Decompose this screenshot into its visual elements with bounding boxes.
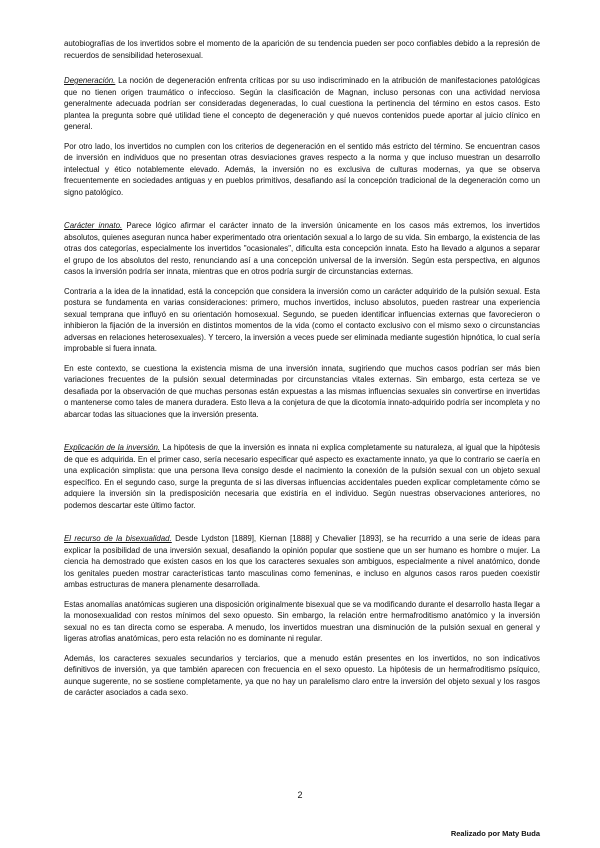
section-heading: El recurso de la bisexualidad. <box>64 534 172 543</box>
document-body <box>64 38 540 707</box>
section-caracter-innato <box>64 220 540 420</box>
section-heading: Explicación de la inversión. <box>64 443 161 452</box>
section-paragraph: Explicación de la inversión. La hipótesis de que la inversión es innata ni explica completamente su naturaleza, al igual que la hipótesis de que es adquirida. En el primer caso, sería necesario especificar qué aspecto es exactamente innato, ya que lo contrario se caería en una explicación simplista: que una persona lleva consigo desde el nacimiento la conexión de la pulsión sexual con un objeto sexual específico. En el segundo caso, surge la pregunta de si las diversas influencias accidentales pueden explicar completamente cómo se adquiere la inversión sin la predisposición necesaria que existiría en el individuo. Según nuestras observaciones anteriores, no podemos descartar este último factor. <box>64 443 540 510</box>
section-paragraph: Contraria a la idea de la innatidad, está la concepción que considera la inversión como un carácter adquirido de la pulsión sexual. Esta postura se fundamenta en varias consideraciones: primero, muchos invertidos, incluso absolutos, pueden rastrear una experiencia sexual temprana que influyó en su orientación homosexual. Segundo, se pueden identificar influencias externas que favorecieron o inhibieron la fijación de la inversión en distintos momentos de la vida (como el contacto exclusivo con el mismo sexo o circunstancias adversas en relaciones heterosexuales). Y tercero, la inversión a veces puede ser eliminada mediante sugestión hipnótica, lo cual sería improbable si fuera innata. <box>64 286 540 353</box>
section-heading: Carácter innato. <box>64 221 123 230</box>
section-paragraph: Degeneración. La noción de degeneración enfrenta críticas por su uso indiscriminado en la atribución de manifestaciones patológicas que no tienen origen traumático o infeccioso. Según la clasificación de Magnan, incluso personas con una actividad nerviosa generalmente adecuada podrían ser consideradas degeneradas, lo cual cuestiona la pertinencia del término en estos casos. Esto plantea la pregunta sobre qué utilidad tiene el concepto de degeneración y qué nuevos contenidos puede aportar al juicio clínico en general. <box>64 76 540 131</box>
footer-credit: Realizado por Maty Buda <box>450 829 540 838</box>
section-paragraph: El recurso de la bisexualidad. Desde Lydston [1889], Kiernan [1888] y Chevalier [1893], se ha recurrido a una serie de ideas para explicar la posibilidad de una inversión sexual, desafiando la opinión popular que sostiene que un ser humano es hombre o mujer. La ciencia ha demostrado que existen casos en los que los caracteres sexuales son ambiguos, especialmente a nivel anatómico, donde los genitales pueden mostrar características tanto masculinas como femeninas, e incluso en algunos casos raros pueden coexistir ambas estructuras de manera plenamente desarrollada. <box>64 534 540 589</box>
section-paragraph: Estas anomalías anatómicas sugieren una disposición originalmente bisexual que se va modificando durante el desarrollo hasta llegar a la monosexualidad con restos mínimos del sexo opuesto. Sin embargo, la relación entre hermafroditismo anatómico y la inversión sexual no es tan directa como se esperaba. A menudo, los invertidos muestran una disminución de la pulsión sexual en general y ligeras atrofias anatómicas, pero esta relación no es dominante ni regular. <box>64 599 540 643</box>
section-paragraph: Por otro lado, los invertidos no cumplen con los criterios de degeneración en el sentido más estricto del término. Se encuentran casos de inversión en individuos que no presentan otras desviaciones graves respecto a la norma y que incluso muestran un desarrollo intelectual y ético notablemente elevado. Además, la inversión no es exclusiva de culturas modernas, ya que se observa frecuentemente en sociedades antiguas y en pueblos primitivos, desafiando así la concepción tradicional de la degeneración como un signo patológico. <box>64 141 540 197</box>
intro-paragraph: autobiografías de los invertidos sobre el momento de la aparición de su tendencia pueden ser poco confiables debido a la represión de recuerdos de sensibilidad heterosexual. <box>64 39 540 60</box>
section-heading: Degeneración. <box>64 76 116 85</box>
section-degeneracion <box>64 75 540 198</box>
section-paragraph: Además, los caracteres sexuales secundarios y terciarios, que a menudo están presentes en los invertidos, no son indicativos definitivos de inversión, ya que también aparecen con frecuencia en el sexo opuesto. La hipótesis de un hermafroditismo psíquico, aunque sugerente, no se sostiene completamente, ya que no hay un paralelismo claro entre la inversión del objeto sexual y los rasgos de carácter asociados a cada sexo. <box>64 653 540 697</box>
page-number: 2 <box>297 790 303 800</box>
section-bisexualidad <box>64 533 540 699</box>
section-explicacion <box>64 442 540 511</box>
section-paragraph: Carácter innato. Parece lógico afirmar el carácter innato de la inversión únicamente en los casos más extremos, los invertidos absolutos, quienes aseguran nunca haber experimentado otra orientación sexual a lo largo de su vida. Sin embargo, la existencia de las otras dos categorías, especialmente los invertidos "ocasionales", dificulta esta concepción innata. Esto ha llevado a algunos a separar el grupo de los absolutos del resto, renunciando así a una concepción universal de la inversión. Según esta perspectiva, en algunos casos la inversión podría ser innata, mientras que en otros podría surgir de circunstancias externas. <box>64 221 540 276</box>
section-paragraph: En este contexto, se cuestiona la existencia misma de una inversión innata, sugiriendo que muchos casos podrían ser más bien variaciones frecuentes de la pulsión sexual determinadas por circunstancias vitales externas. Sin embargo, esta certeza se ve desafiada por la observación de que muchas personas están expuestas a las mismas influencias sexuales sin convertirse en invertidas o mantenerse como tales de manera duradera. Esto lleva a la conjetura de que la dicotomía innato-adquirido podría ser incompleta y no abarcar todas las situaciones que la inversión presenta. <box>64 363 540 419</box>
